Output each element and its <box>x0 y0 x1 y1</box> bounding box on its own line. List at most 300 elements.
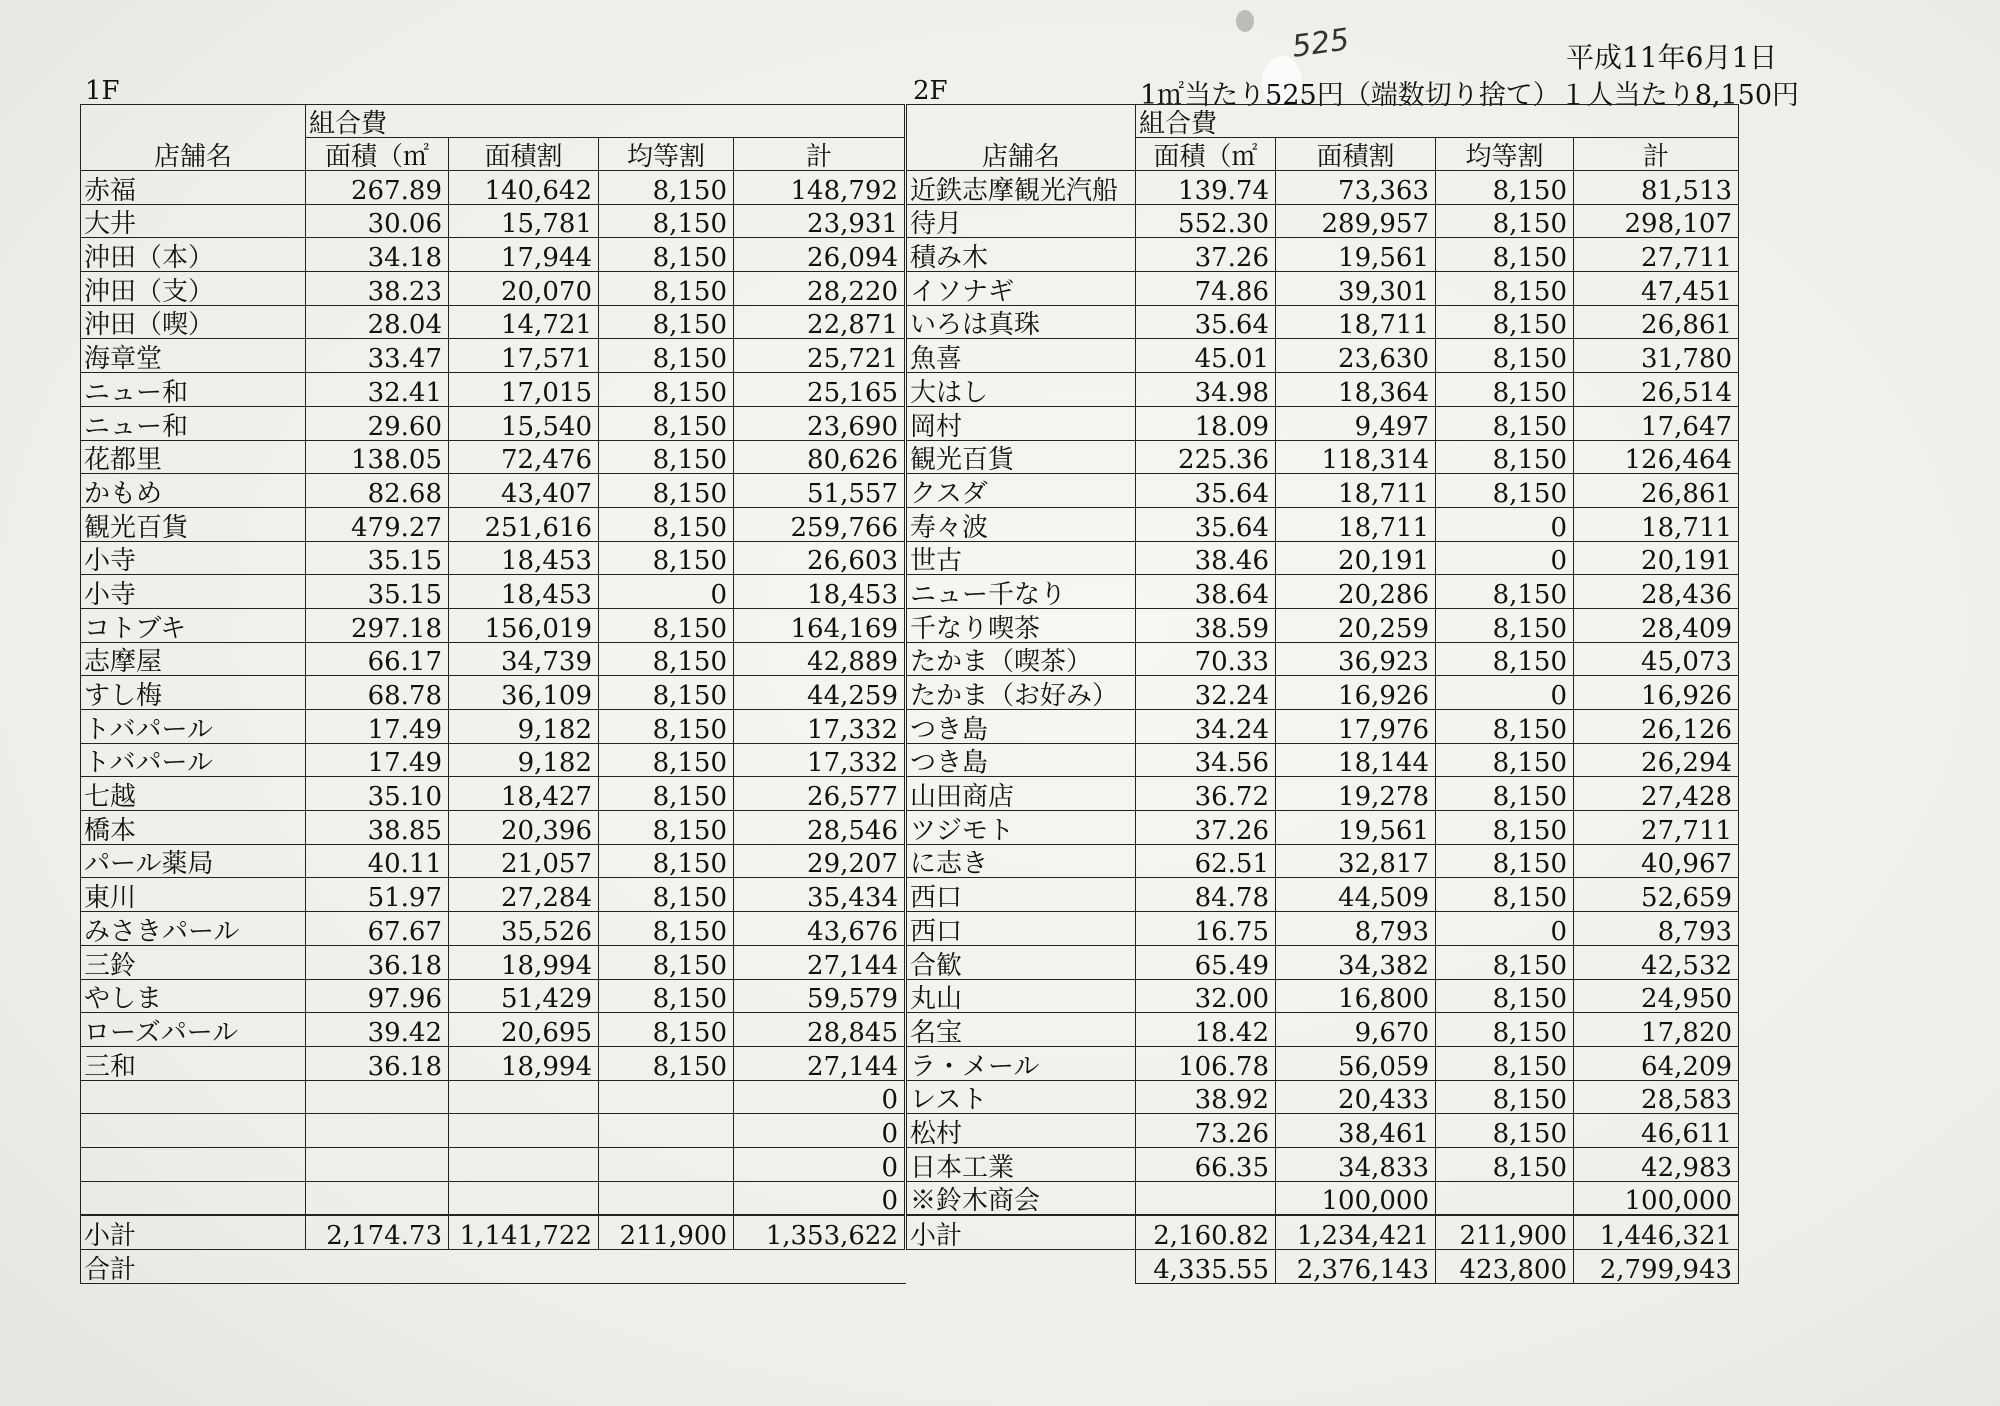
total-1f: 25,165 <box>734 373 906 407</box>
table-row <box>81 1013 1739 1047</box>
shop-name-1f: かもめ <box>81 474 306 508</box>
table-row <box>81 844 1739 878</box>
area-2f: 34.24 <box>1136 710 1276 744</box>
total-2f: 45,073 <box>1574 642 1739 676</box>
shop-name-1f: トバパール <box>81 710 306 744</box>
area-2f: 37.26 <box>1136 811 1276 845</box>
area-share-1f: 15,781 <box>449 204 599 238</box>
shop-name-1f: トバパール <box>81 743 306 777</box>
equal-share-2f <box>1436 1181 1574 1215</box>
total-2f: 17,820 <box>1574 1013 1739 1047</box>
shop-name-1f: ニュー和 <box>81 373 306 407</box>
total-2f: 26,861 <box>1574 474 1739 508</box>
total-1f: 29,207 <box>734 844 906 878</box>
shop-name-2f: 大はし <box>906 373 1136 407</box>
total-1f: 0 <box>734 1147 906 1181</box>
area-2f: 38.64 <box>1136 575 1276 609</box>
area-1f: 138.05 <box>306 440 449 474</box>
area-2f: 37.26 <box>1136 238 1276 272</box>
area-share-2f: 39,301 <box>1276 272 1436 306</box>
subtotal-area-1f: 2,174.73 <box>306 1215 449 1249</box>
total-2f: 26,294 <box>1574 743 1739 777</box>
equal-share-1f <box>599 1080 734 1114</box>
total-2f: 27,711 <box>1574 811 1739 845</box>
equal-share-2f: 8,150 <box>1436 1046 1574 1080</box>
total-2f: 20,191 <box>1574 541 1739 575</box>
area-1f: 32.41 <box>306 373 449 407</box>
grand-total-spacer <box>906 1250 1136 1284</box>
shop-name-1f: 志摩屋 <box>81 642 306 676</box>
area-share-1f: 20,695 <box>449 1013 599 1047</box>
subtotal-total-1f: 1,353,622 <box>734 1215 906 1249</box>
area-share-2f: 44,509 <box>1276 878 1436 912</box>
table-row <box>81 945 1739 979</box>
shop-name-2f: いろは真珠 <box>906 305 1136 339</box>
equal-share-1f: 8,150 <box>599 777 734 811</box>
shop-name-2f: 待月 <box>906 204 1136 238</box>
shop-name-1f: 小寺 <box>81 575 306 609</box>
area-2f: 36.72 <box>1136 777 1276 811</box>
equal-share-2f: 8,150 <box>1436 642 1574 676</box>
equal-share-1f: 8,150 <box>599 1046 734 1080</box>
equal-share-1f: 8,150 <box>599 339 734 373</box>
area-1f: 97.96 <box>306 979 449 1013</box>
shop-name-1f <box>81 1181 306 1215</box>
area-2f: 225.36 <box>1136 440 1276 474</box>
area-share-2f: 36,923 <box>1276 642 1436 676</box>
equal-share-2f: 8,150 <box>1436 474 1574 508</box>
table-row <box>81 743 1739 777</box>
table-row <box>81 238 1739 272</box>
grand-total-row <box>81 1250 1739 1284</box>
area-share-1f: 18,427 <box>449 777 599 811</box>
area-2f: 38.46 <box>1136 541 1276 575</box>
shop-name-2f: 松村 <box>906 1114 1136 1148</box>
area-share-2f: 20,259 <box>1276 608 1436 642</box>
area-1f: 68.78 <box>306 676 449 710</box>
equal-share-2f: 8,150 <box>1436 406 1574 440</box>
table-row <box>81 1147 1739 1181</box>
area-share-2f: 9,670 <box>1276 1013 1436 1047</box>
total-1f: 26,577 <box>734 777 906 811</box>
table-row <box>81 1181 1739 1215</box>
equal-share-2f: 8,150 <box>1436 1013 1574 1047</box>
equal-share-1f: 8,150 <box>599 541 734 575</box>
total-2f: 24,950 <box>1574 979 1739 1013</box>
equal-share-2f: 8,150 <box>1436 575 1574 609</box>
area-share-1f: 156,019 <box>449 608 599 642</box>
area-share-2f: 20,191 <box>1276 541 1436 575</box>
shop-name-2f: たかま（お好み） <box>906 676 1136 710</box>
area-1f: 479.27 <box>306 507 449 541</box>
area-share-1f: 15,540 <box>449 406 599 440</box>
floor-1-label: 1F <box>85 76 120 106</box>
handwritten-note: 525 <box>1289 22 1352 65</box>
total-1f: 26,094 <box>734 238 906 272</box>
area-2f: 38.59 <box>1136 608 1276 642</box>
area-1f: 30.06 <box>306 204 449 238</box>
equal-share-2f: 8,150 <box>1436 1147 1574 1181</box>
area-share-1f: 17,015 <box>449 373 599 407</box>
col-shop-2f: 店舗名 <box>906 105 1136 171</box>
equal-share-2f: 8,150 <box>1436 945 1574 979</box>
grand-total-total: 2,799,943 <box>1574 1250 1739 1284</box>
table-row <box>81 474 1739 508</box>
area-share-2f: 17,976 <box>1276 710 1436 744</box>
area-share-2f: 19,561 <box>1276 811 1436 845</box>
area-1f <box>306 1080 449 1114</box>
total-2f: 28,583 <box>1574 1080 1739 1114</box>
equal-share-1f: 8,150 <box>599 642 734 676</box>
col-union-fee-2f: 組合費 <box>1136 105 1739 138</box>
total-1f: 28,546 <box>734 811 906 845</box>
shop-name-2f: 岡村 <box>906 406 1136 440</box>
equal-share-1f <box>599 1114 734 1148</box>
equal-share-2f: 8,150 <box>1436 373 1574 407</box>
shop-name-1f: ローズパール <box>81 1013 306 1047</box>
subtotal-equal-share-1f: 211,900 <box>599 1215 734 1249</box>
area-1f: 35.15 <box>306 575 449 609</box>
shop-name-1f: 観光百貨 <box>81 507 306 541</box>
area-share-1f: 18,994 <box>449 945 599 979</box>
grand-total-equal-share: 423,800 <box>1436 1250 1574 1284</box>
total-1f: 51,557 <box>734 474 906 508</box>
table-row <box>81 575 1739 609</box>
shop-name-2f: 近鉄志摩観光汽船 <box>906 171 1136 205</box>
area-share-1f: 34,739 <box>449 642 599 676</box>
area-share-2f: 34,382 <box>1276 945 1436 979</box>
equal-share-2f: 8,150 <box>1436 440 1574 474</box>
area-share-1f: 9,182 <box>449 710 599 744</box>
area-share-2f: 118,314 <box>1276 440 1436 474</box>
total-1f: 44,259 <box>734 676 906 710</box>
table-row <box>81 406 1739 440</box>
area-share-2f: 18,711 <box>1276 507 1436 541</box>
total-2f: 47,451 <box>1574 272 1739 306</box>
equal-share-1f: 8,150 <box>599 171 734 205</box>
shop-name-2f: つき島 <box>906 743 1136 777</box>
table-row <box>81 1046 1739 1080</box>
equal-share-1f: 8,150 <box>599 305 734 339</box>
area-share-2f: 18,711 <box>1276 305 1436 339</box>
area-1f: 38.23 <box>306 272 449 306</box>
area-1f: 66.17 <box>306 642 449 676</box>
area-share-2f: 18,711 <box>1276 474 1436 508</box>
area-1f: 67.67 <box>306 912 449 946</box>
rate-note: 1㎡当たり525円（端数切り捨て）１人当たり8,150円 <box>1140 80 1800 111</box>
shop-name-2f: 西口 <box>906 878 1136 912</box>
area-1f: 35.15 <box>306 541 449 575</box>
area-share-2f: 32,817 <box>1276 844 1436 878</box>
equal-share-1f: 8,150 <box>599 608 734 642</box>
area-1f: 51.97 <box>306 878 449 912</box>
col-area-2f: 面積（㎡ <box>1136 138 1276 171</box>
area-2f: 32.24 <box>1136 676 1276 710</box>
table-row <box>81 1080 1739 1114</box>
total-2f: 26,514 <box>1574 373 1739 407</box>
area-share-1f: 17,944 <box>449 238 599 272</box>
shop-name-2f: ※鈴木商会 <box>906 1181 1136 1215</box>
col-area-share-1f: 面積割 <box>449 138 599 171</box>
area-share-1f: 35,526 <box>449 912 599 946</box>
total-2f: 26,126 <box>1574 710 1739 744</box>
shop-name-1f: 小寺 <box>81 541 306 575</box>
shop-name-1f: 橋本 <box>81 811 306 845</box>
area-2f: 66.35 <box>1136 1147 1276 1181</box>
shop-name-1f: 大井 <box>81 204 306 238</box>
shop-name-1f: 東川 <box>81 878 306 912</box>
area-share-2f: 19,561 <box>1276 238 1436 272</box>
area-2f: 35.64 <box>1136 474 1276 508</box>
area-2f: 34.98 <box>1136 373 1276 407</box>
total-1f: 148,792 <box>734 171 906 205</box>
area-1f <box>306 1147 449 1181</box>
shop-name-1f <box>81 1080 306 1114</box>
equal-share-2f: 8,150 <box>1436 710 1574 744</box>
table-row <box>81 440 1739 474</box>
area-share-1f <box>449 1080 599 1114</box>
area-share-1f: 140,642 <box>449 171 599 205</box>
shop-name-2f: ラ・メール <box>906 1046 1136 1080</box>
equal-share-1f: 8,150 <box>599 406 734 440</box>
area-1f: 28.04 <box>306 305 449 339</box>
equal-share-1f: 0 <box>599 575 734 609</box>
area-share-1f: 51,429 <box>449 979 599 1013</box>
total-2f: 28,409 <box>1574 608 1739 642</box>
total-1f: 18,453 <box>734 575 906 609</box>
equal-share-2f: 8,150 <box>1436 238 1574 272</box>
total-2f: 40,967 <box>1574 844 1739 878</box>
document-date: 平成11年6月1日 <box>1566 41 1778 74</box>
shop-name-1f: ニュー和 <box>81 406 306 440</box>
subtotal-row <box>81 1215 1739 1249</box>
total-1f: 25,721 <box>734 339 906 373</box>
equal-share-1f: 8,150 <box>599 373 734 407</box>
equal-share-2f: 8,150 <box>1436 811 1574 845</box>
subtotal-label-2f: 小計 <box>906 1215 1136 1249</box>
header-row-top <box>81 105 1739 138</box>
total-1f: 35,434 <box>734 878 906 912</box>
table-row <box>81 878 1739 912</box>
area-1f <box>306 1181 449 1215</box>
grand-total-label: 合計 <box>81 1250 906 1284</box>
shop-name-2f: つき島 <box>906 710 1136 744</box>
shop-name-2f: レスト <box>906 1080 1136 1114</box>
shop-name-1f: 三和 <box>81 1046 306 1080</box>
shop-name-2f: 日本工業 <box>906 1147 1136 1181</box>
area-2f: 16.75 <box>1136 912 1276 946</box>
table-row <box>81 272 1739 306</box>
area-share-2f: 23,630 <box>1276 339 1436 373</box>
shop-name-1f: コトブキ <box>81 608 306 642</box>
area-1f: 36.18 <box>306 1046 449 1080</box>
equal-share-2f: 8,150 <box>1436 1114 1574 1148</box>
total-1f: 42,889 <box>734 642 906 676</box>
table-row <box>81 507 1739 541</box>
subtotal-area-2f: 2,160.82 <box>1136 1215 1276 1249</box>
equal-share-1f <box>599 1181 734 1215</box>
area-share-1f: 43,407 <box>449 474 599 508</box>
area-share-1f <box>449 1147 599 1181</box>
col-area-share-2f: 面積割 <box>1276 138 1436 171</box>
total-2f: 27,711 <box>1574 238 1739 272</box>
area-share-1f: 251,616 <box>449 507 599 541</box>
shop-name-1f: すし梅 <box>81 676 306 710</box>
total-1f: 28,845 <box>734 1013 906 1047</box>
area-2f: 35.64 <box>1136 507 1276 541</box>
total-1f: 164,169 <box>734 608 906 642</box>
union-fee-table <box>80 104 1739 1284</box>
area-2f: 84.78 <box>1136 878 1276 912</box>
total-1f: 259,766 <box>734 507 906 541</box>
equal-share-2f: 8,150 <box>1436 305 1574 339</box>
total-1f: 0 <box>734 1080 906 1114</box>
subtotal-total-2f: 1,446,321 <box>1574 1215 1739 1249</box>
area-2f: 35.64 <box>1136 305 1276 339</box>
shop-name-1f: 海章堂 <box>81 339 306 373</box>
area-1f: 29.60 <box>306 406 449 440</box>
equal-share-1f: 8,150 <box>599 474 734 508</box>
total-2f: 16,926 <box>1574 676 1739 710</box>
table-row <box>81 204 1739 238</box>
total-2f: 28,436 <box>1574 575 1739 609</box>
table-row <box>81 777 1739 811</box>
equal-share-2f: 0 <box>1436 676 1574 710</box>
floor-2-label: 2F <box>913 76 948 106</box>
shop-name-1f: やしま <box>81 979 306 1013</box>
area-1f: 17.49 <box>306 743 449 777</box>
equal-share-2f: 0 <box>1436 507 1574 541</box>
subtotal-label-1f: 小計 <box>81 1215 306 1249</box>
equal-share-1f: 8,150 <box>599 676 734 710</box>
area-2f: 73.26 <box>1136 1114 1276 1148</box>
area-share-1f: 18,994 <box>449 1046 599 1080</box>
total-1f: 23,931 <box>734 204 906 238</box>
shop-name-1f: 三鈴 <box>81 945 306 979</box>
equal-share-2f: 8,150 <box>1436 272 1574 306</box>
area-share-1f: 20,396 <box>449 811 599 845</box>
total-2f: 26,861 <box>1574 305 1739 339</box>
total-1f: 17,332 <box>734 743 906 777</box>
col-equal-share-2f: 均等割 <box>1436 138 1574 171</box>
area-share-2f: 18,144 <box>1276 743 1436 777</box>
equal-share-1f: 8,150 <box>599 844 734 878</box>
equal-share-1f: 8,150 <box>599 440 734 474</box>
area-2f: 139.74 <box>1136 171 1276 205</box>
table-row <box>81 171 1739 205</box>
scan-smudge <box>1236 10 1254 32</box>
area-share-1f <box>449 1114 599 1148</box>
area-share-1f: 36,109 <box>449 676 599 710</box>
area-1f: 33.47 <box>306 339 449 373</box>
area-share-2f: 100,000 <box>1276 1181 1436 1215</box>
shop-name-1f: みさきパール <box>81 912 306 946</box>
shop-name-2f: ツジモト <box>906 811 1136 845</box>
total-1f: 23,690 <box>734 406 906 440</box>
shop-name-2f: 魚喜 <box>906 339 1136 373</box>
shop-name-1f: 七越 <box>81 777 306 811</box>
area-share-2f: 56,059 <box>1276 1046 1436 1080</box>
shop-name-2f: 合歓 <box>906 945 1136 979</box>
shop-name-2f: 西口 <box>906 912 1136 946</box>
total-2f: 17,647 <box>1574 406 1739 440</box>
equal-share-1f: 8,150 <box>599 945 734 979</box>
table-row <box>81 912 1739 946</box>
total-2f: 8,793 <box>1574 912 1739 946</box>
area-share-1f: 9,182 <box>449 743 599 777</box>
equal-share-1f: 8,150 <box>599 507 734 541</box>
shop-name-2f: 山田商店 <box>906 777 1136 811</box>
area-2f: 65.49 <box>1136 945 1276 979</box>
area-1f: 40.11 <box>306 844 449 878</box>
equal-share-1f: 8,150 <box>599 743 734 777</box>
area-share-1f: 21,057 <box>449 844 599 878</box>
total-1f: 0 <box>734 1181 906 1215</box>
total-2f: 64,209 <box>1574 1046 1739 1080</box>
equal-share-1f: 8,150 <box>599 1013 734 1047</box>
area-share-2f: 20,433 <box>1276 1080 1436 1114</box>
shop-name-2f: クスダ <box>906 474 1136 508</box>
area-2f: 74.86 <box>1136 272 1276 306</box>
area-1f: 35.10 <box>306 777 449 811</box>
area-2f: 70.33 <box>1136 642 1276 676</box>
area-share-2f: 9,497 <box>1276 406 1436 440</box>
total-1f: 17,332 <box>734 710 906 744</box>
table-row <box>81 339 1739 373</box>
shop-name-2f: 積み木 <box>906 238 1136 272</box>
area-1f: 38.85 <box>306 811 449 845</box>
shop-name-2f: 名宝 <box>906 1013 1136 1047</box>
col-area-1f: 面積（㎡ <box>306 138 449 171</box>
shop-name-1f <box>81 1147 306 1181</box>
area-share-2f: 16,926 <box>1276 676 1436 710</box>
equal-share-2f: 0 <box>1436 912 1574 946</box>
equal-share-2f: 8,150 <box>1436 204 1574 238</box>
equal-share-2f: 8,150 <box>1436 777 1574 811</box>
area-share-2f: 8,793 <box>1276 912 1436 946</box>
area-share-2f: 16,800 <box>1276 979 1436 1013</box>
shop-name-2f: 千なり喫茶 <box>906 608 1136 642</box>
equal-share-2f: 8,150 <box>1436 844 1574 878</box>
area-share-1f: 72,476 <box>449 440 599 474</box>
table-row <box>81 811 1739 845</box>
col-union-fee-1f: 組合費 <box>306 105 906 138</box>
area-share-1f: 18,453 <box>449 575 599 609</box>
shop-name-1f: 沖田（喫） <box>81 305 306 339</box>
total-1f: 59,579 <box>734 979 906 1013</box>
area-1f: 297.18 <box>306 608 449 642</box>
table-row <box>81 676 1739 710</box>
equal-share-1f: 8,150 <box>599 979 734 1013</box>
area-share-2f: 20,286 <box>1276 575 1436 609</box>
subtotal-area-share-1f: 1,141,722 <box>449 1215 599 1249</box>
table-row <box>81 541 1739 575</box>
area-2f: 18.09 <box>1136 406 1276 440</box>
equal-share-1f: 8,150 <box>599 878 734 912</box>
area-share-1f: 20,070 <box>449 272 599 306</box>
equal-share-2f: 8,150 <box>1436 171 1574 205</box>
shop-name-2f: 世古 <box>906 541 1136 575</box>
area-share-1f: 27,284 <box>449 878 599 912</box>
shop-name-2f: イソナギ <box>906 272 1136 306</box>
area-share-1f: 17,571 <box>449 339 599 373</box>
shop-name-1f: パール薬局 <box>81 844 306 878</box>
equal-share-1f: 8,150 <box>599 238 734 272</box>
equal-share-1f: 8,150 <box>599 204 734 238</box>
area-2f: 34.56 <box>1136 743 1276 777</box>
area-2f: 32.00 <box>1136 979 1276 1013</box>
grand-total-area-share: 2,376,143 <box>1276 1250 1436 1284</box>
